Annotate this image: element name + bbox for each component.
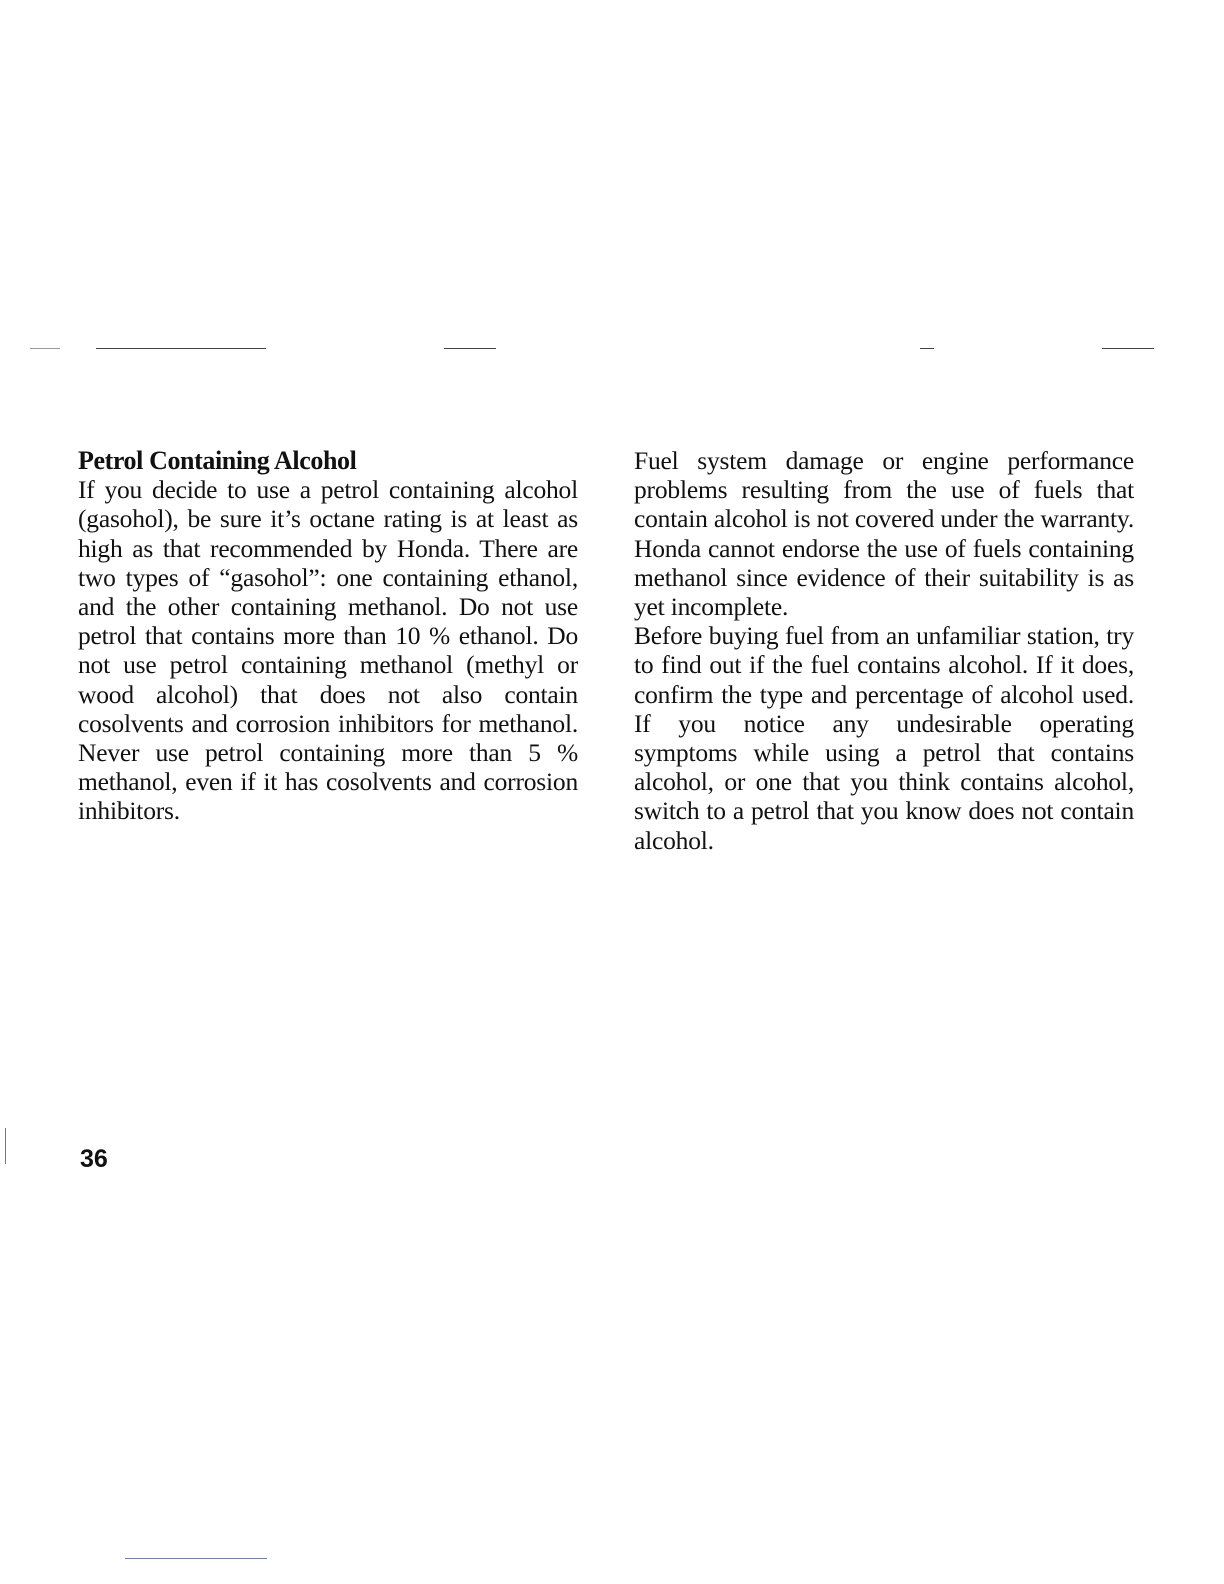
edge-artifact-mark [5, 1128, 6, 1164]
scan-artifact-line [30, 348, 60, 349]
right-paragraph-warranty: Fuel system damage or engine performance problems resulting from the use of fuels that contain alcohol is not covered under the warranty. Honda cannot endorse the use of fuels containing methanol since evidence of their suitability is as yet incomplete. [634, 446, 1134, 622]
bottom-rule [125, 1558, 267, 1559]
scan-artifact-line [444, 348, 496, 349]
right-paragraph-before-buying: Before buying fuel from an unfamiliar station, try to find out if the fuel contains alcohol. If it does, confirm the type and percentage of alcohol used. If you notice any undesirable operating symptoms while using a petrol that contains alcohol, or one that you think contains alcohol, switch to a petrol that you know does not contain alcohol. [634, 621, 1134, 855]
section-heading: Petrol Containing Alcohol [78, 446, 357, 475]
right-column [634, 446, 1134, 855]
page-number: 36 [80, 1145, 108, 1173]
scan-artifact-line [1102, 348, 1154, 349]
left-column [78, 446, 578, 826]
scan-artifact-line [96, 348, 266, 349]
scan-artifact-line [920, 348, 934, 349]
left-paragraph: If you decide to use a petrol containing alcohol (gasohol), be sure it’s octane rating is at least as high as that recommended by Honda. There are two types of “gasohol”: one containing ethanol, and the other containing methanol. Do not use petrol that contains more than 10 % ethanol. Do not use petrol containing methanol (methyl or wood alcohol) that does not also contain cosolvents and corrosion inhibitors for methanol. Never use petrol containing more than 5 % methanol, even if it has cosolvents and corrosion inhibitors. [78, 475, 578, 826]
